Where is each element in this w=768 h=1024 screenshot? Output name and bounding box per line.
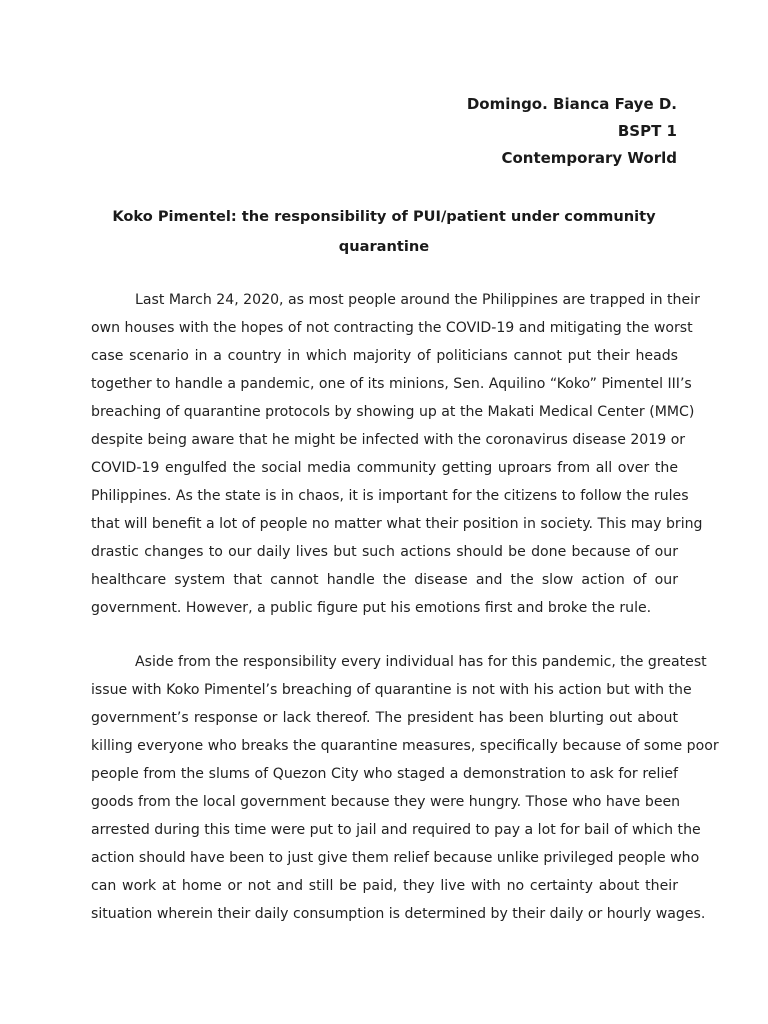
paragraph-line: government’s response or lack thereof. The president has been blurting out about: [91, 710, 678, 726]
paragraph-line: together to handle a pandemic, one of its minions, Sen. Aquilino “Koko” Pimentel III’s: [91, 376, 692, 392]
paragraph-line: government. However, a public figure put his emotions first and broke the rule.: [91, 600, 652, 616]
paragraph-line: goods from the local government because they were hungry. Those who have been: [91, 794, 681, 810]
paragraph-line: Last March 24, 2020, as most people around the Philippines are trapped in their: [135, 292, 700, 308]
paragraph-line: Aside from the responsibility every individual has for this pandemic, the greatest: [135, 654, 707, 670]
paragraph-line: own houses with the hopes of not contracting the COVID-19 and mitigating the worst: [91, 320, 693, 336]
paragraph-line: issue with Koko Pimentel’s breaching of quarantine is not with his action but with the: [91, 682, 692, 698]
paragraph-line: Philippines. As the state is in chaos, it is important for the citizens to follow the rules: [91, 488, 689, 504]
author-header: [467, 91, 677, 172]
paragraph-line: people from the slums of Quezon City who staged a demonstration to ask for relief: [91, 766, 678, 782]
essay-title-line-2: quarantine: [338, 238, 430, 255]
essay-title: [110, 202, 658, 262]
paragraph-line: can work at home or not and still be paid, they live with no certainty about their: [91, 878, 678, 894]
paragraph-line: killing everyone who breaks the quarantine measures, specifically because of some poor: [91, 738, 719, 754]
paragraph-line: arrested during this time were put to jail and required to pay a lot for bail of which the: [91, 822, 701, 838]
subject-label: Contemporary World: [501, 149, 677, 167]
paragraph-line: breaching of quarantine protocols by showing up at the Makati Medical Center (MMC): [91, 404, 695, 420]
paragraph-line: COVID-19 engulfed the social media community getting uproars from all over the: [91, 460, 678, 476]
paragraph-line: healthcare system that cannot handle the disease and the slow action of our: [91, 572, 678, 588]
paragraph-line: despite being aware that he might be infected with the coronavirus disease 2019 or: [91, 432, 686, 448]
course-label: BSPT 1: [617, 122, 677, 140]
paragraph-1: [91, 286, 703, 622]
paragraph-2: [91, 648, 719, 928]
author-name: Domingo. Bianca Faye D.: [466, 95, 677, 113]
essay-title-line-1: Koko Pimentel: the responsibility of PUI/patient under community: [112, 208, 656, 225]
paragraph-line: drastic changes to our daily lives but such actions should be done because of our: [91, 544, 678, 560]
paragraph-line: that will benefit a lot of people no matter what their position in society. This may bring: [91, 516, 703, 532]
paragraph-line: action should have been to just give them relief because unlike privileged people who: [91, 850, 700, 866]
paragraph-line: case scenario in a country in which majority of politicians cannot put their heads: [91, 348, 678, 364]
paragraph-line: situation wherein their daily consumption is determined by their daily or hourly wages.: [91, 906, 706, 922]
